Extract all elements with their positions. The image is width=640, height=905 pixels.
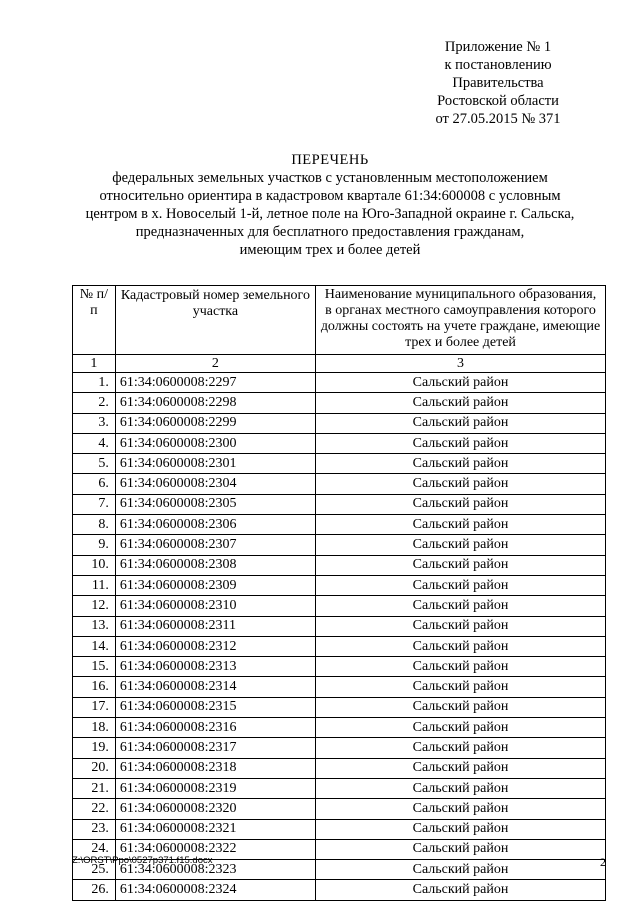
header-number: № п/п bbox=[73, 286, 116, 355]
table-row bbox=[73, 616, 606, 636]
cadastral-number: 61:34:0600008:2316 bbox=[115, 718, 315, 738]
cadastral-number: 61:34:0600008:2324 bbox=[115, 880, 315, 900]
header-municipality: Наименование муниципального образования, в органах местного самоуправления которого должны состоять на учете граждане, имеющие трех и более детей bbox=[316, 286, 606, 355]
row-number: 3. bbox=[73, 413, 116, 433]
table-row bbox=[73, 738, 606, 758]
appendix-line: Правительства bbox=[452, 75, 544, 91]
row-number: 13. bbox=[73, 616, 116, 636]
title-line: имеющим трех и более детей bbox=[239, 242, 421, 258]
row-number: 18. bbox=[73, 718, 116, 738]
municipality-name: Сальский район bbox=[316, 799, 606, 819]
row-number: 10. bbox=[73, 555, 116, 575]
municipality-name: Сальский район bbox=[316, 839, 606, 859]
municipality-name: Сальский район bbox=[316, 515, 606, 535]
column-number: 1 bbox=[73, 355, 116, 373]
row-number: 9. bbox=[73, 535, 116, 555]
municipality-name: Сальский район bbox=[316, 718, 606, 738]
table-row bbox=[73, 718, 606, 738]
row-number: 6. bbox=[73, 474, 116, 494]
municipality-name: Сальский район bbox=[316, 454, 606, 474]
title-line: предназначенных для бесплатного предоставления гражданам, bbox=[135, 224, 525, 240]
table-row bbox=[73, 433, 606, 453]
row-number: 15. bbox=[73, 657, 116, 677]
row-number: 26. bbox=[73, 880, 116, 900]
row-number: 7. bbox=[73, 494, 116, 514]
municipality-name: Сальский район bbox=[316, 616, 606, 636]
municipality-name: Сальский район bbox=[316, 880, 606, 900]
municipality-name: Сальский район bbox=[316, 433, 606, 453]
municipality-name: Сальский район bbox=[316, 697, 606, 717]
row-number: 1. bbox=[73, 373, 116, 393]
cadastral-number: 61:34:0600008:2314 bbox=[115, 677, 315, 697]
municipality-name: Сальский район bbox=[316, 738, 606, 758]
header-cadastral-number: Кадастровый номер земельного участка bbox=[115, 286, 315, 355]
cadastral-number: 61:34:0600008:2315 bbox=[115, 697, 315, 717]
table-row bbox=[73, 413, 606, 433]
table-row bbox=[73, 799, 606, 819]
table-row bbox=[73, 555, 606, 575]
row-number: 2. bbox=[73, 393, 116, 413]
title-heading: ПЕРЕЧЕНЬ bbox=[291, 152, 369, 168]
municipality-name: Сальский район bbox=[316, 657, 606, 677]
cadastral-number: 61:34:0600008:2312 bbox=[115, 636, 315, 656]
municipality-name: Сальский район bbox=[316, 474, 606, 494]
row-number: 5. bbox=[73, 454, 116, 474]
table-row bbox=[73, 880, 606, 900]
cadastral-number: 61:34:0600008:2319 bbox=[115, 778, 315, 798]
cadastral-number: 61:34:0600008:2317 bbox=[115, 738, 315, 758]
cadastral-number: 61:34:0600008:2306 bbox=[115, 515, 315, 535]
row-number: 23. bbox=[73, 819, 116, 839]
municipality-name: Сальский район bbox=[316, 596, 606, 616]
title-line: относительно ориентира в кадастровом квартале 61:34:600008 с условным bbox=[99, 188, 561, 204]
cadastral-number: 61:34:0600008:2301 bbox=[115, 454, 315, 474]
municipality-name: Сальский район bbox=[316, 535, 606, 555]
table-row bbox=[73, 393, 606, 413]
table-row bbox=[73, 515, 606, 535]
municipality-name: Сальский район bbox=[316, 860, 606, 880]
row-number: 8. bbox=[73, 515, 116, 535]
row-number: 22. bbox=[73, 799, 116, 819]
municipality-name: Сальский район bbox=[316, 373, 606, 393]
table-row bbox=[73, 677, 606, 697]
municipality-name: Сальский район bbox=[316, 494, 606, 514]
table-row bbox=[73, 454, 606, 474]
row-number: 16. bbox=[73, 677, 116, 697]
table-row bbox=[73, 758, 606, 778]
appendix-line: к постановлению bbox=[444, 57, 552, 73]
row-number: 25. bbox=[73, 860, 116, 880]
municipality-name: Сальский район bbox=[316, 778, 606, 798]
row-number: 24. bbox=[73, 839, 116, 859]
cadastral-number: 61:34:0600008:2310 bbox=[115, 596, 315, 616]
cadastral-number: 61:34:0600008:2299 bbox=[115, 413, 315, 433]
file-path: Z:\ORST\Ppo\0527p371.f15.docx bbox=[72, 855, 213, 866]
municipality-name: Сальский район bbox=[316, 393, 606, 413]
cadastral-number: 61:34:0600008:2297 bbox=[115, 373, 315, 393]
table-row bbox=[73, 596, 606, 616]
row-number: 14. bbox=[73, 636, 116, 656]
table-row bbox=[73, 535, 606, 555]
cadastral-number: 61:34:0600008:2323 bbox=[115, 860, 315, 880]
row-number: 17. bbox=[73, 697, 116, 717]
page-number: 2 bbox=[600, 855, 606, 869]
municipality-name: Сальский район bbox=[316, 413, 606, 433]
cadastral-number: 61:34:0600008:2313 bbox=[115, 657, 315, 677]
municipality-name: Сальский район bbox=[316, 677, 606, 697]
municipality-name: Сальский район bbox=[316, 758, 606, 778]
table-header-row bbox=[73, 286, 606, 355]
cadastral-number: 61:34:0600008:2305 bbox=[115, 494, 315, 514]
table-row bbox=[73, 778, 606, 798]
row-number: 11. bbox=[73, 575, 116, 595]
cadastral-number: 61:34:0600008:2318 bbox=[115, 758, 315, 778]
table-row bbox=[73, 575, 606, 595]
cadastral-number: 61:34:0600008:2320 bbox=[115, 799, 315, 819]
title-line: центром в х. Новоселый 1-й, летное поле на Юго-Западной окраине г. Сальска, bbox=[85, 206, 575, 222]
row-number: 4. bbox=[73, 433, 116, 453]
appendix-line: Приложение № 1 bbox=[444, 39, 552, 55]
table-row bbox=[73, 373, 606, 393]
document-title bbox=[40, 151, 620, 259]
column-number: 3 bbox=[316, 355, 606, 373]
row-number: 19. bbox=[73, 738, 116, 758]
row-number: 21. bbox=[73, 778, 116, 798]
cadastral-number: 61:34:0600008:2309 bbox=[115, 575, 315, 595]
cadastral-number: 61:34:0600008:2298 bbox=[115, 393, 315, 413]
column-number: 2 bbox=[115, 355, 315, 373]
cadastral-number: 61:34:0600008:2322 bbox=[115, 839, 315, 859]
table-row bbox=[73, 494, 606, 514]
cadastral-number: 61:34:0600008:2307 bbox=[115, 535, 315, 555]
cadastral-number: 61:34:0600008:2321 bbox=[115, 819, 315, 839]
cadastral-number: 61:34:0600008:2308 bbox=[115, 555, 315, 575]
municipality-name: Сальский район bbox=[316, 575, 606, 595]
table-row bbox=[73, 474, 606, 494]
cadastral-number: 61:34:0600008:2311 bbox=[115, 616, 315, 636]
cadastral-number: 61:34:0600008:2300 bbox=[115, 433, 315, 453]
row-number: 12. bbox=[73, 596, 116, 616]
appendix-line: от 27.05.2015 № 371 bbox=[435, 111, 561, 127]
column-number-row bbox=[73, 355, 606, 373]
municipality-name: Сальский район bbox=[316, 636, 606, 656]
table-row bbox=[73, 657, 606, 677]
appendix-block bbox=[418, 38, 578, 128]
cadastral-number: 61:34:0600008:2304 bbox=[115, 474, 315, 494]
municipality-name: Сальский район bbox=[316, 555, 606, 575]
municipality-name: Сальский район bbox=[316, 819, 606, 839]
appendix-line: Ростовской области bbox=[437, 93, 559, 109]
table-row bbox=[73, 636, 606, 656]
title-line: федеральных земельных участков с установленным местоположением bbox=[112, 170, 548, 186]
table-row bbox=[73, 697, 606, 717]
row-number: 20. bbox=[73, 758, 116, 778]
land-plots-table bbox=[72, 285, 606, 901]
table-row bbox=[73, 819, 606, 839]
